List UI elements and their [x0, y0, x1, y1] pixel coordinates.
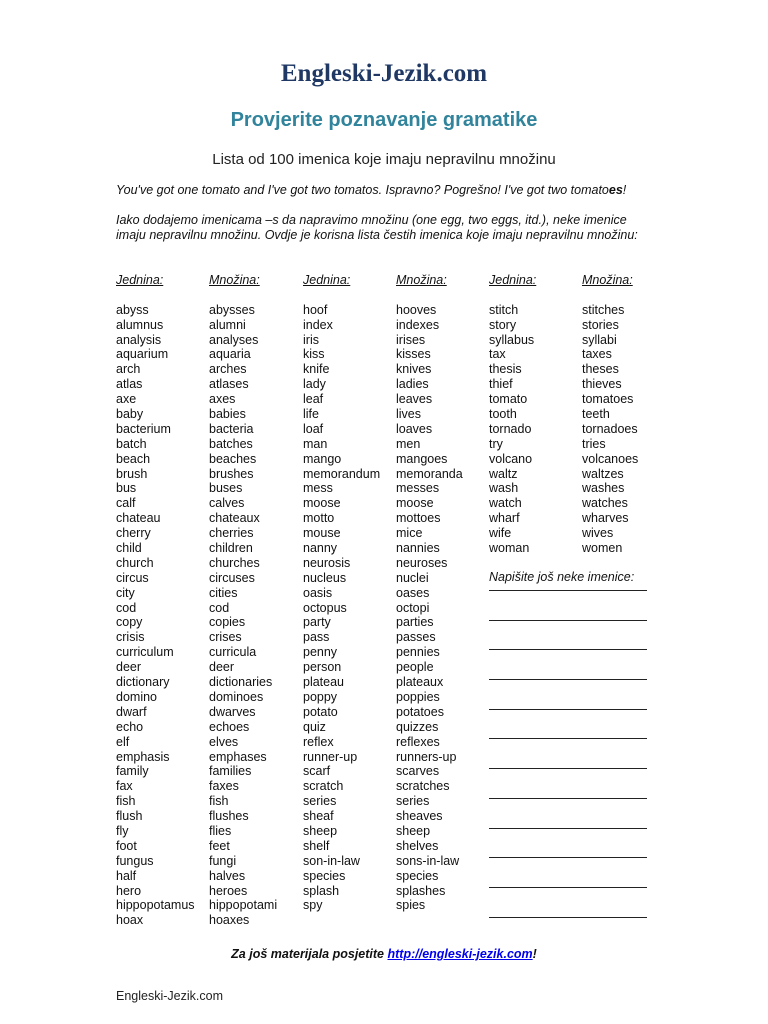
- noun-word: tornado: [489, 421, 532, 436]
- noun-word: feet: [209, 838, 230, 853]
- noun-word: stitches: [582, 302, 625, 317]
- noun-word: mice: [396, 526, 423, 541]
- noun-word: churches: [209, 555, 260, 570]
- noun-word: analysis: [116, 332, 162, 347]
- column-header: Množina:: [209, 273, 260, 287]
- noun-word: series: [396, 794, 430, 809]
- noun-word: poppy: [303, 689, 338, 704]
- noun-word: sons-in-law: [396, 853, 460, 868]
- noun-word: runner-up: [303, 749, 358, 764]
- noun-word: quizzes: [396, 719, 439, 734]
- noun-word: chateaux: [209, 511, 260, 526]
- noun-word: nannies: [396, 541, 440, 556]
- footer-note-suffix: !: [532, 947, 537, 961]
- noun-word: oasis: [303, 585, 333, 600]
- noun-word: circus: [116, 570, 149, 585]
- noun-word: kiss: [303, 347, 325, 362]
- noun-word: copies: [209, 615, 246, 630]
- noun-word: abyss: [116, 302, 149, 317]
- noun-word: wharves: [582, 511, 629, 526]
- noun-word: neuroses: [396, 555, 448, 570]
- noun-word: foot: [116, 838, 137, 853]
- noun-word: brushes: [209, 466, 254, 481]
- noun-word: kisses: [396, 347, 431, 362]
- noun-word: domino: [116, 689, 157, 704]
- noun-word: fungi: [209, 853, 237, 868]
- noun-word: flies: [209, 823, 232, 838]
- column-singular-2: [303, 273, 380, 913]
- noun-word: beaches: [209, 451, 257, 466]
- noun-word: bacterium: [116, 421, 171, 436]
- noun-word: chateau: [116, 511, 161, 526]
- noun-word: scarf: [303, 764, 331, 779]
- noun-word: volcanoes: [582, 451, 639, 466]
- noun-word: species: [396, 868, 439, 883]
- noun-word: plateau: [303, 675, 345, 690]
- noun-word: hoof: [303, 302, 328, 317]
- noun-word: tax: [489, 347, 506, 362]
- noun-word: halves: [209, 868, 246, 883]
- noun-word: stories: [582, 317, 619, 332]
- noun-word: watch: [489, 496, 522, 511]
- noun-word: life: [303, 407, 319, 422]
- noun-word: family: [116, 764, 149, 779]
- noun-word: aquaria: [209, 347, 251, 362]
- noun-word: indexes: [396, 317, 440, 332]
- noun-word: tooth: [489, 407, 517, 422]
- column-singular-1: [116, 273, 195, 928]
- noun-word: nucleus: [303, 570, 347, 585]
- noun-word: ladies: [396, 377, 429, 392]
- noun-word: spies: [396, 898, 426, 913]
- column-header: Jednina:: [116, 273, 164, 287]
- blank-line: [489, 679, 647, 680]
- noun-word: children: [209, 541, 253, 556]
- noun-word: tomatoes: [582, 392, 634, 407]
- blank-line: [489, 887, 647, 888]
- noun-word: batch: [116, 436, 147, 451]
- noun-word: species: [303, 868, 346, 883]
- noun-word: elves: [209, 734, 239, 749]
- column-plural-1: [209, 273, 277, 928]
- noun-word: atlas: [116, 377, 143, 392]
- noun-word: women: [582, 541, 623, 556]
- noun-word: crises: [209, 630, 242, 645]
- noun-word: hoax: [116, 913, 144, 928]
- noun-word: city: [116, 585, 135, 600]
- noun-word: moose: [396, 496, 434, 511]
- noun-word: church: [116, 555, 154, 570]
- noun-word: tries: [582, 436, 606, 451]
- noun-word: men: [396, 436, 421, 451]
- noun-word: memoranda: [396, 466, 463, 481]
- noun-word: fly: [116, 823, 129, 838]
- noun-word: curriculum: [116, 645, 174, 660]
- noun-word: thief: [489, 377, 513, 392]
- noun-word: sheaf: [303, 809, 334, 824]
- noun-word: nuclei: [396, 570, 429, 585]
- noun-word: leaves: [396, 392, 433, 407]
- noun-word: neurosis: [303, 555, 351, 570]
- noun-word: mottoes: [396, 511, 441, 526]
- noun-word: splash: [303, 883, 340, 898]
- noun-word: mess: [303, 481, 333, 496]
- noun-word: fungus: [116, 853, 154, 868]
- column-header: Jednina:: [303, 273, 351, 287]
- noun-word: leaf: [303, 392, 324, 407]
- noun-word: wives: [582, 526, 614, 541]
- noun-word: mouse: [303, 526, 341, 541]
- noun-word: plateaux: [396, 675, 444, 690]
- noun-word: beach: [116, 451, 151, 466]
- noun-word: cod: [116, 600, 137, 615]
- noun-word: flush: [116, 809, 143, 824]
- website-link[interactable]: http://engleski-jezik.com: [387, 947, 533, 961]
- blank-line: [489, 620, 647, 621]
- noun-word: irises: [396, 332, 426, 347]
- noun-word: crisis: [116, 630, 145, 645]
- blank-line: [489, 798, 647, 799]
- noun-word: faxes: [209, 779, 239, 794]
- noun-word: loaves: [396, 421, 433, 436]
- noun-word: party: [303, 615, 331, 630]
- noun-word: dictionary: [116, 675, 170, 690]
- noun-word: alumnus: [116, 317, 164, 332]
- noun-word: shelf: [303, 838, 330, 853]
- noun-word: heroes: [209, 883, 248, 898]
- blank-line: [489, 649, 647, 650]
- noun-word: axe: [116, 392, 137, 407]
- noun-word: index: [303, 317, 333, 332]
- page-subtitle: Provjerite poznavanje gramatike: [230, 109, 538, 131]
- blank-lines: [489, 590, 647, 946]
- noun-word: tornadoes: [582, 421, 638, 436]
- noun-word: washes: [582, 481, 625, 496]
- page-footer: Engleski-Jezik.com: [116, 989, 223, 1003]
- noun-word: analyses: [209, 332, 259, 347]
- noun-word: syllabi: [582, 332, 617, 347]
- intro-example-text: You've got one tomato and I've got two tomatos. Ispravno? Pogrešno! I've got two tomato: [116, 183, 609, 197]
- noun-word: potatoes: [396, 704, 444, 719]
- lead-text: Lista od 100 imenica koje imaju nepravilnu množinu: [212, 151, 556, 168]
- noun-word: fax: [116, 779, 133, 794]
- noun-word: dictionaries: [209, 675, 273, 690]
- noun-word: taxes: [582, 347, 612, 362]
- column-plural-2: [396, 273, 463, 913]
- column-header: Množina:: [582, 273, 633, 287]
- intro-example-bold: es: [608, 183, 623, 197]
- noun-word: penny: [303, 645, 338, 660]
- noun-word: poppies: [396, 689, 440, 704]
- noun-word: scarves: [396, 764, 440, 779]
- noun-word: axes: [209, 392, 236, 407]
- noun-word: people: [396, 660, 434, 675]
- noun-word: theses: [582, 362, 619, 377]
- noun-word: batches: [209, 436, 253, 451]
- noun-word: woman: [489, 541, 530, 556]
- noun-word: try: [489, 436, 503, 451]
- noun-word: wife: [489, 526, 512, 541]
- noun-word: man: [303, 436, 328, 451]
- noun-word: wash: [489, 481, 519, 496]
- noun-word: hippopotamus: [116, 898, 195, 913]
- noun-word: passes: [396, 630, 436, 645]
- noun-word: hippopotami: [209, 898, 278, 913]
- noun-word: bacteria: [209, 421, 254, 436]
- noun-word: sheaves: [396, 809, 443, 824]
- intro-example: [116, 183, 656, 198]
- noun-word: mangoes: [396, 451, 448, 466]
- noun-word: pass: [303, 630, 330, 645]
- noun-word: families: [209, 764, 252, 779]
- noun-word: watches: [582, 496, 628, 511]
- noun-word: cod: [209, 600, 230, 615]
- noun-word: emphases: [209, 749, 267, 764]
- noun-word: cherries: [209, 526, 254, 541]
- noun-word: lady: [303, 377, 326, 392]
- intro-explanation: Iako dodajemo imenicama –s da napravimo množinu (one egg, two eggs, itd.), neke imenice imaju nepravilnu množinu. Ovdje je korisna lista čestih imenica koje imaju nepravilnu množinu:: [116, 213, 638, 242]
- noun-word: calves: [209, 496, 245, 511]
- noun-word: bus: [116, 481, 137, 496]
- noun-word: aquarium: [116, 347, 169, 362]
- noun-word: arches: [209, 362, 247, 377]
- noun-word: parties: [396, 615, 434, 630]
- column-singular-3: [489, 273, 536, 556]
- noun-word: sheep: [303, 823, 338, 838]
- noun-word: elf: [116, 734, 130, 749]
- noun-word: child: [116, 541, 142, 556]
- noun-word: son-in-law: [303, 853, 360, 868]
- noun-word: baby: [116, 407, 144, 422]
- noun-word: runners-up: [396, 749, 457, 764]
- noun-word: flushes: [209, 809, 249, 824]
- noun-word: dwarves: [209, 704, 256, 719]
- noun-word: emphasis: [116, 749, 170, 764]
- noun-word: curricula: [209, 645, 257, 660]
- blank-line: [489, 590, 647, 591]
- noun-word: echoes: [209, 719, 250, 734]
- noun-word: sheep: [396, 823, 431, 838]
- noun-word: potato: [303, 704, 338, 719]
- noun-word: scratches: [396, 779, 450, 794]
- noun-word: pennies: [396, 645, 440, 660]
- noun-word: memorandum: [303, 466, 381, 481]
- noun-word: tomato: [489, 392, 528, 407]
- noun-word: babies: [209, 407, 246, 422]
- noun-word: knives: [396, 362, 432, 377]
- noun-word: motto: [303, 511, 335, 526]
- noun-word: abysses: [209, 302, 255, 317]
- noun-word: oases: [396, 585, 430, 600]
- noun-word: dominoes: [209, 689, 264, 704]
- site-title: Engleski-Jezik.com: [280, 60, 488, 87]
- noun-word: calf: [116, 496, 136, 511]
- blank-line: [489, 738, 647, 739]
- noun-word: quiz: [303, 719, 326, 734]
- noun-word: wharf: [489, 511, 520, 526]
- noun-word: reflex: [303, 734, 334, 749]
- noun-word: story: [489, 317, 517, 332]
- noun-word: splashes: [396, 883, 446, 898]
- noun-word: knife: [303, 362, 330, 377]
- column-header: Jednina:: [489, 273, 537, 287]
- noun-word: hero: [116, 883, 142, 898]
- more-nouns-label: Napišite još neke imenice:: [489, 570, 635, 584]
- noun-word: buses: [209, 481, 243, 496]
- noun-word: iris: [303, 332, 319, 347]
- noun-word: scratch: [303, 779, 344, 794]
- noun-word: shelves: [396, 838, 439, 853]
- noun-word: nanny: [303, 541, 338, 556]
- footer-note: [0, 947, 768, 961]
- footer-note-prefix: Za još materijala posjetite: [231, 947, 388, 961]
- noun-word: copy: [116, 615, 143, 630]
- noun-word: atlases: [209, 377, 249, 392]
- blank-line: [489, 917, 647, 918]
- noun-word: moose: [303, 496, 341, 511]
- noun-word: thieves: [582, 377, 622, 392]
- noun-word: half: [116, 868, 137, 883]
- noun-word: thesis: [489, 362, 522, 377]
- noun-word: waltzes: [582, 466, 624, 481]
- noun-word: teeth: [582, 407, 610, 422]
- blank-line: [489, 828, 647, 829]
- noun-word: series: [303, 794, 337, 809]
- noun-word: loaf: [303, 421, 324, 436]
- noun-word: waltz: [489, 466, 518, 481]
- noun-word: deer: [209, 660, 235, 675]
- blank-line: [489, 768, 647, 769]
- blank-line: [489, 857, 647, 858]
- noun-word: brush: [116, 466, 148, 481]
- noun-word: messes: [396, 481, 440, 496]
- column-header: Množina:: [396, 273, 447, 287]
- noun-word: circuses: [209, 570, 255, 585]
- noun-word: lives: [396, 407, 422, 422]
- noun-word: syllabus: [489, 332, 535, 347]
- noun-word: octopus: [303, 600, 347, 615]
- intro-example-end: !: [622, 183, 627, 197]
- noun-word: stitch: [489, 302, 519, 317]
- noun-word: echo: [116, 719, 144, 734]
- noun-word: hooves: [396, 302, 437, 317]
- blank-line: [489, 709, 647, 710]
- noun-word: reflexes: [396, 734, 440, 749]
- noun-word: deer: [116, 660, 142, 675]
- noun-word: fish: [116, 794, 136, 809]
- noun-word: fish: [209, 794, 229, 809]
- noun-word: arch: [116, 362, 141, 377]
- noun-word: spy: [303, 898, 323, 913]
- noun-word: cities: [209, 585, 238, 600]
- noun-word: dwarf: [116, 704, 147, 719]
- noun-word: person: [303, 660, 342, 675]
- noun-word: volcano: [489, 451, 533, 466]
- noun-word: octopi: [396, 600, 430, 615]
- noun-word: cherry: [116, 526, 151, 541]
- noun-word: mango: [303, 451, 342, 466]
- column-plural-3: [582, 273, 638, 556]
- noun-word: alumni: [209, 317, 246, 332]
- noun-word: hoaxes: [209, 913, 250, 928]
